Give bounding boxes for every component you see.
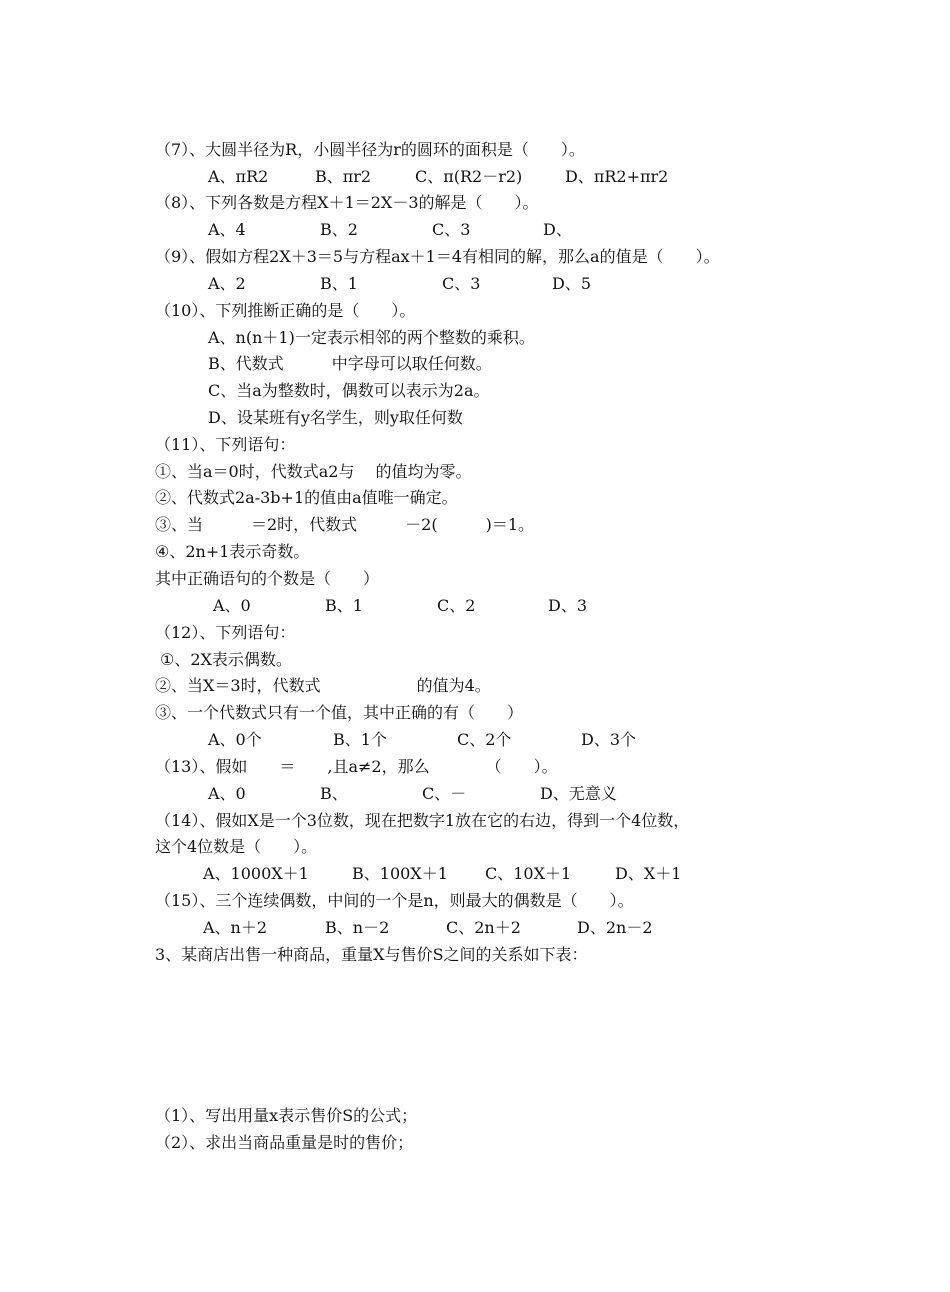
q14-option-d: D、X＋1 [615,864,682,883]
q9-option-b: B、1 [320,274,358,293]
q8-option-d: D、 [543,220,572,239]
q10-option-a: A、n(n＋1)一定表示相邻的两个整数的乘积。 [208,328,535,347]
q12-option-b: B、1个 [333,730,387,749]
q15-option-b: B、n－2 [325,918,390,937]
q7-option-b: B、πr2 [315,167,372,186]
q12-option-c: C、2个 [457,730,512,749]
q12-stem: （12）、下列语句： [155,623,296,642]
q8-option-b: B、2 [320,220,358,239]
q15-option-c: C、2n＋2 [446,918,521,937]
q9-stem: （9）、假如方程2X＋3＝5与方程ax＋1＝4有相同的解，那么a的值是（ ）。 [155,247,720,266]
q10-option-b: B、代数式 中字母可以取任何数。 [208,354,492,373]
q7-option-a: A、πR2 [208,167,269,186]
q12-statement-2: ②、当X＝3时，代数式 的值为4。 [155,676,491,695]
q11-tail: 其中正确语句的个数是（ ） [155,569,380,588]
problem-3-stem: 3、某商店出售一种商品，重量X与售价S之间的关系如下表： [155,945,588,964]
q10-option-d: D、设某班有y名学生，则y取任何数 [208,408,463,427]
q11-option-c: C、2 [437,596,476,615]
q8-option-c: C、3 [432,220,471,239]
q11-statement-4: ④、2n+1表示奇数。 [155,542,310,561]
q10-stem: （10）、下列推断正确的是（ ）。 [155,301,416,320]
q14-option-a: A、1000X＋1 [203,864,309,883]
q12-option-a: A、0个 [208,730,262,749]
q12-statement-3: ③、一个代数式只有一个值，其中正确的有（ ） [155,703,524,722]
q14-option-c: C、10X＋1 [485,864,572,883]
q7-stem: （7）、大圆半径为R，小圆半径为r的圆环的面积是（ ）。 [155,140,585,159]
q11-statement-1: ①、当a＝0时，代数式a2与 的值均为零。 [155,462,472,481]
q14-stem-continued: 这个4位数是（ ）。 [155,837,318,856]
q11-statement-3: ③、当 ＝2时，代数式 －2( )＝1。 [155,515,535,534]
q11-statement-2: ②、代数式2a-3b+1的值由a值唯一确定。 [155,488,458,507]
q13-option-c: C、－ [422,784,467,803]
q11-option-b: B、1 [325,596,363,615]
q13-option-a: A、0 [208,784,246,803]
q12-option-d: D、3个 [581,730,637,749]
q9-option-a: A、2 [208,274,246,293]
q15-option-d: D、2n－2 [577,918,653,937]
q8-option-a: A、4 [208,220,246,239]
q11-option-a: A、0 [213,596,251,615]
q13-option-d: D、无意义 [540,784,617,803]
q9-option-d: D、5 [552,274,592,293]
q14-stem: （14）、假如X是一个3位数，现在把数字1放在它的右边，得到一个4位数， [155,811,690,830]
q15-option-a: A、n＋2 [203,918,268,937]
q15-stem: （15）、三个连续偶数，中间的一个是n，则最大的偶数是（ ）。 [155,891,634,910]
q8-stem: （8）、下列各数是方程X＋1＝2X－3的解是（ ）。 [155,193,539,212]
q11-option-d: D、3 [548,596,588,615]
q10-option-c: C、当a为整数时，偶数可以表示为2a。 [208,381,490,400]
q13-option-b: B、 [320,784,348,803]
q7-option-c: C、π(R2－r2) [415,167,523,186]
q13-stem: （13）、假如 ＝ ,且a≠2，那么 （ ）。 [155,757,558,776]
q9-option-c: C、3 [442,274,481,293]
q7-option-d: D、πR2+πr2 [565,167,669,186]
q12-statement-1: ①、2X表示偶数。 [160,650,292,669]
q14-option-b: B、100X＋1 [352,864,448,883]
problem-3-sub-2: （2）、求出当商品重量是时的售价； [155,1133,414,1152]
q11-stem: （11）、下列语句： [155,435,296,454]
problem-3-sub-1: （1）、写出用量x表示售价S的公式； [155,1106,418,1125]
